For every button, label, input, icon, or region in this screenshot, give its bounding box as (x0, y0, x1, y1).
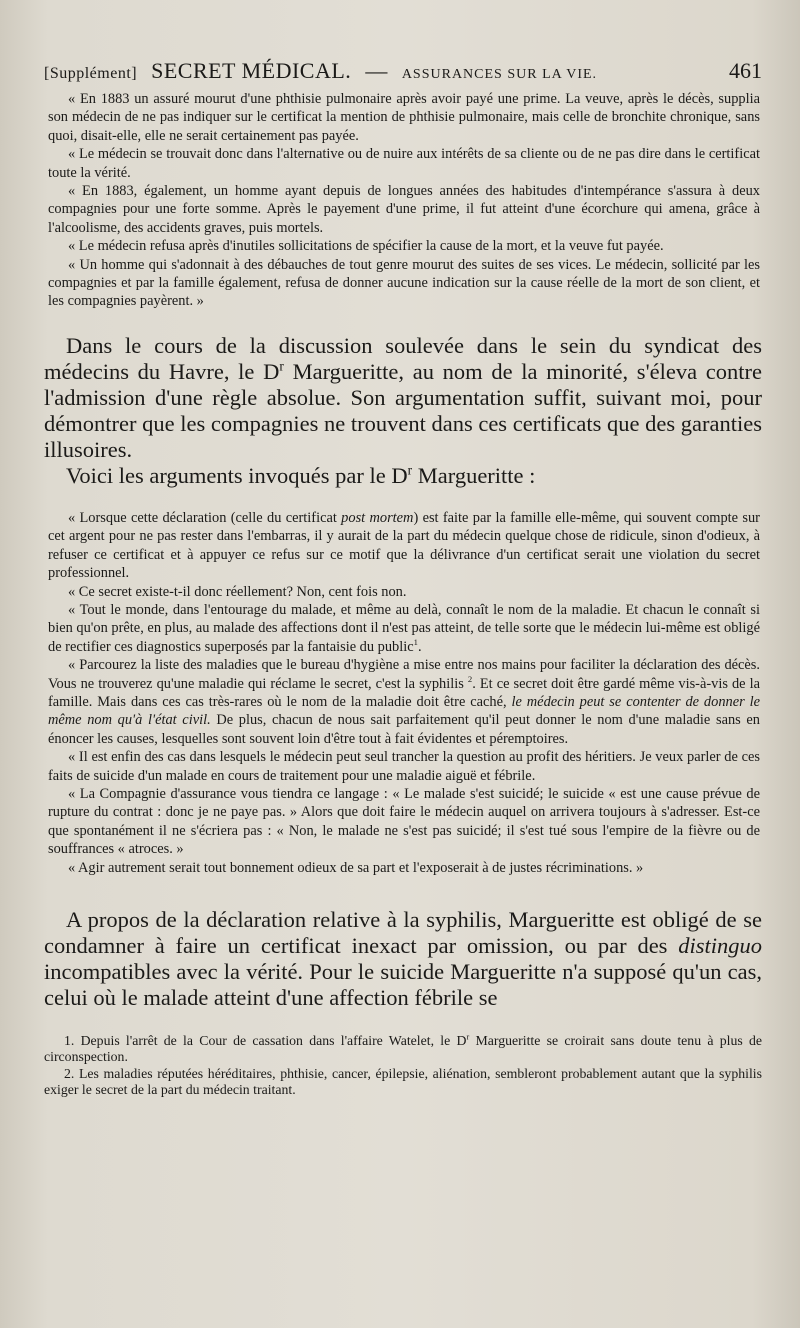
body-text-1 (44, 333, 762, 489)
header-left (44, 58, 597, 84)
italic-run: distinguo (678, 933, 762, 958)
quote-paragraph: « Ce secret existe-t-il donc réellement? Non, cent fois non. (68, 583, 407, 600)
quote-block-2 (48, 509, 760, 877)
quote-paragraph: « Un homme qui s'adonnait à des débauches de tout genre mourut des suites de ses vices. Le médecin, sollicité par les compagnies et par la famille également, refusa de donner aucune indication sur la cause réelle de la mort de son client, et les compagnies payèrent. » (48, 256, 760, 310)
quote-paragraph: « En 1883, également, un homme ayant depuis de longues années des habitudes d'intempérance s'assura à deux compagnies pour une forte somme. Après le payement d'une prime, il fut atteint d'une écorchure qui amena, grâce à l'alcoolisme, des accidents graves, puis mortels. (48, 183, 760, 236)
footnotes (44, 1033, 762, 1099)
header-title: SECRET MÉDICAL. (151, 58, 352, 83)
quote-paragraph: « Le médecin refusa après d'inutiles sollicitations de spécifier la cause de la mort, et la veuve fut payée. (68, 238, 664, 255)
footnote-1 (44, 1033, 762, 1066)
text-run: A propos de la déclaration relative à la syphilis, Margueritte est obligé de se condamner à faire un certificat inexact par omission, ou par des (44, 907, 762, 958)
quote-paragraph (48, 509, 760, 583)
footnote-ref: 2 (467, 673, 473, 684)
text-run: 1. Depuis l'arrêt de la Cour de cassation dans l'affaire Watelet, le D (64, 1033, 467, 1048)
quote-paragraph (48, 656, 760, 748)
italic-run: post mortem (341, 509, 414, 526)
text-run: ) est faite par la famille elle-même, qui souvent compte sur cet argent pour ne pas rester dans l'embarras, il y aurait de la part du médecin quelque chose de ridicule, sinon d'odieux, à refuser ce certificat et à appuyer ce refus sur ce motif que la délivrance d'un certificat serait une violation du secret professionnel. (48, 509, 760, 582)
body-paragraph (44, 463, 762, 489)
text-run: « Lorsque cette déclaration (celle du certificat (68, 509, 342, 526)
quote-paragraph (48, 601, 760, 656)
quote-paragraph: « En 1883 un assuré mourut d'une phthisie pulmonaire après avoir payé une prime. La veuve, après le décès, supplia son médecin de ne pas indiquer sur le certificat la mention de phthisie pulmonaire, mais celle de bronchite chronique, sans quoi, disait-elle, elle ne serait certainement pas payée. (48, 91, 760, 144)
superscript: r (466, 1032, 470, 1042)
italic-run: le médecin peut se contenter de donner le même nom qu'à l'état civil. (48, 693, 760, 729)
footnote-2: 2. Les maladies réputées héréditaires, phthisie, cancer, épilepsie, aliénation, sembleront probablement autant que la syphilis exiger le secret de la part du médecin traitant. (44, 1065, 762, 1098)
page-number: 461 (729, 58, 762, 83)
body-paragraph (44, 907, 762, 1011)
text-run: Margueritte se croirait sans doute tenu à plus de circonspection. (44, 1033, 763, 1065)
quote-paragraph: « Il est enfin des cas dans lesquels le médecin peut seul trancher la question au profit des héritiers. Je veux parler de ces faits de suicide d'un malade en cours de traitement pour une maladie aiguë et fébrile. (48, 749, 760, 784)
text-run: « Tout le monde, dans l'entourage du malade, et même au delà, connaît le nom de la maladie. Et chacun le connaît si bien qu'on prête, en plus, au malade des affections dont il n'est pas atteint, de telle sorte que le médecin lui-même est obligé de rectifier ces diagnostics superposés par la fantaisie du public (48, 601, 760, 655)
quote-paragraph: « Agir autrement serait tout bonnement odieux de sa part et l'exposerait à de justes récriminations. » (68, 859, 644, 876)
body-paragraph (44, 333, 762, 463)
text-run: « Parcourez la liste des maladies que le bureau d'hygiène a mise entre nos mains pour faciliter la déclaration des décès. Vous ne trouverez qu'une maladie qui réclame le secret, c'est la syphilis (48, 657, 760, 692)
text-run: . (417, 638, 422, 655)
superscript: r (407, 462, 413, 478)
text-run: Margueritte, au nom de la minorité, s'éleva contre l'admission d'une règle absolue. Son argumentation suffit, suivant moi, pour démontrer que les compagnies ne trouvent dans ces certificats que des garanties illusoires. (44, 358, 763, 462)
running-header (44, 58, 762, 84)
header-subtitle: ASSURANCES SUR LA VIE. (401, 67, 598, 82)
quote-paragraph: « La Compagnie d'assurance vous tiendra ce langage : « Le malade s'est suicidé; le suicide « est une cause prévue de rupture du contrat : donc je ne paye pas. » Alors que doit faire le médecin auquel on arrivera toujours à s'adresser. Est-ce que spontanément il ne s'écriera pas : « Non, le malade ne s'est pas suicidé; il s'est tué sous l'empire de la fièvre ou de souffrances « atroces. » (48, 785, 760, 858)
text-run: incompatibles avec la vérité. Pour le suicide Margueritte n'a supposé qu'un cas, celui où le malade atteint d'une affection fébrile se (44, 959, 762, 1010)
body-text-2 (44, 907, 762, 1011)
header-section: [Supplément] (44, 65, 138, 82)
quote-paragraph: « Le médecin se trouvait donc dans l'alternative ou de nuire aux intérêts de sa cliente ou de ne pas dire dans le certificat toute la vérité. (48, 146, 760, 181)
footnote-ref: 1 (413, 636, 418, 647)
superscript: r (279, 358, 284, 374)
quote-block-1 (48, 90, 760, 311)
header-dash: — (365, 58, 388, 83)
text-run: . Et ce secret doit être gardé même vis-à-vis de la famille. Mais dans ces cas très-rares où le nom de la maladie doit être caché, (48, 675, 760, 710)
text-run: Margueritte : (412, 462, 536, 488)
text-run: De plus, chacun de nous sait parfaitement qu'il peut donner le nom d'une maladie sans en énoncer les causes, lesquelles sont souvent loin d'être tout à fait évidentes et péremptoires. (48, 712, 760, 747)
text-run: Voici les arguments invoqués par le D (66, 462, 408, 488)
text-run: Dans le cours de la discussion soulevée dans le sein du syndicat des médecins du Havre, le D (44, 332, 762, 384)
